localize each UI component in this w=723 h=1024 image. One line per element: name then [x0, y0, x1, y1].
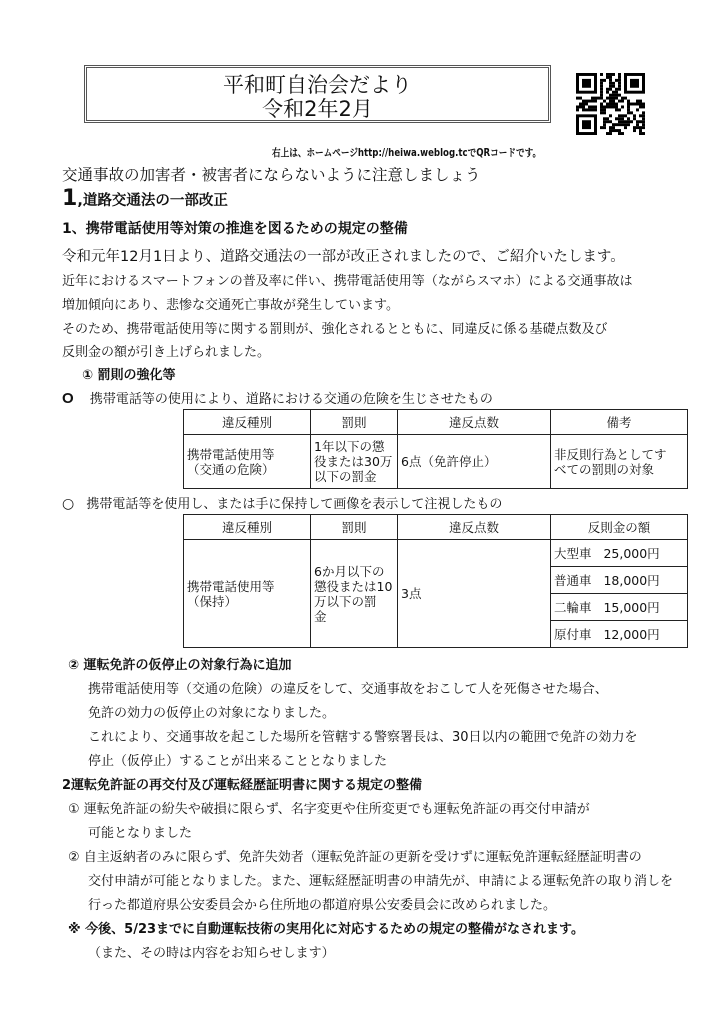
qr-module [630, 111, 633, 114]
fine-amount: 18,000円 [603, 572, 660, 588]
paragraph-line: そのため、携帯電話使用等に関する罰則が、強化されるとともに、同違反に係る基礎点数及び [62, 322, 608, 337]
newsletter-title-box [84, 65, 551, 123]
qr-module [606, 88, 609, 91]
qr-module [609, 73, 612, 76]
qr-module [600, 105, 603, 108]
item2-line: 携帯電話使用等（交通の危険）の違反をして、交通事故をおこして人を死傷させた場合、 [88, 682, 608, 697]
qr-module [612, 126, 615, 129]
paragraph-line: 増加傾向にあり、悲惨な交通死亡事故が発生しています。 [62, 298, 399, 313]
qr-module [615, 117, 618, 120]
qr-module [615, 129, 618, 132]
bullet2 [62, 493, 502, 512]
qr-module [642, 111, 645, 114]
qr-module [642, 126, 645, 129]
future-note-sub: （また、その時は内容をお知らせします） [88, 946, 335, 961]
qr-module [642, 132, 645, 135]
qr-module [612, 103, 615, 106]
fine-cell [551, 540, 688, 567]
qr-module [612, 85, 615, 88]
qr-module [606, 117, 609, 120]
qr-module [600, 73, 603, 76]
qr-module [600, 97, 603, 100]
qr-module [615, 103, 618, 106]
penalty-cell [311, 435, 398, 489]
qr-module [600, 126, 603, 129]
qr-module [615, 79, 618, 82]
qr-module [609, 132, 612, 135]
cell-line: 役または30万 [314, 454, 393, 469]
newsletter-date: 令和2年2月 [262, 97, 373, 121]
qr-module [594, 108, 597, 111]
paragraph-line: 近年におけるスマートフォンの普及率に伴い、携帯電話使用等（ながらスマホ）による交通事故は [62, 274, 633, 289]
section2-item2-line: 交付申請が可能となりました。また、運転経歴証明書の申請先が、申請による運転免許の取り消しを [88, 874, 674, 889]
section1-title: ,道路交通法の一部改正 [77, 193, 228, 209]
qr-module [600, 79, 603, 82]
qr-module [606, 76, 609, 79]
qr-module [612, 100, 615, 103]
qr-module [618, 123, 621, 126]
table-row [184, 435, 688, 489]
qr-module [579, 97, 582, 100]
qr-module [618, 132, 621, 135]
table-header: 違反点数 [398, 410, 551, 435]
qr-module [606, 97, 609, 100]
future-note: ※ 今後、5/23までに自動運転技術の実用化に対応するための規定の整備がなされます。 [68, 922, 585, 937]
qr-module [624, 114, 627, 117]
qr-module [615, 105, 618, 108]
vehicle-type: 普通車 [554, 572, 592, 588]
qr-module [636, 108, 639, 111]
qr-module [600, 108, 603, 111]
qr-module [621, 105, 624, 108]
qr-module [576, 108, 579, 111]
qr-module [579, 105, 582, 108]
item2-line: 免許の効力の仮停止の対象になりました。 [88, 706, 336, 721]
bullet1-text: 携帯電話等の使用により、道路における交通の危険を生じさせたもの [89, 392, 493, 407]
intro-text: 令和元年12月1日より、道路交通法の一部が改正されましたので、ご紹介いたします。 [62, 249, 625, 265]
qr-module [591, 100, 594, 103]
qr-module [591, 97, 594, 100]
qr-module [621, 100, 624, 103]
qr-module [603, 117, 606, 120]
cell-line: 携帯電話使用等 [187, 578, 275, 594]
subsection1-heading: 1、携帯電話使用等対策の推進を図るための規定の整備 [62, 221, 408, 237]
qr-module [639, 103, 642, 106]
qr-module [636, 126, 639, 129]
qr-module [582, 103, 585, 106]
qr-module [603, 123, 606, 126]
qr-module [612, 82, 615, 85]
section2-item1-line: 可能となりました [88, 826, 193, 841]
qr-module [594, 100, 597, 103]
fine-amount: 12,000円 [603, 626, 660, 642]
qr-module [627, 103, 630, 106]
section2-heading: 2運転免許証の再交付及び運転経歴証明書に関する規定の整備 [62, 778, 423, 793]
qr-module [642, 114, 645, 117]
qr-module [585, 103, 588, 106]
qr-module [642, 123, 645, 126]
qr-module [627, 117, 630, 120]
bullet1 [62, 388, 493, 407]
qr-module [588, 105, 591, 108]
qr-module [618, 108, 621, 111]
section1-heading [62, 186, 228, 211]
qr-module [582, 100, 585, 103]
qr-module [618, 120, 621, 123]
qr-module [636, 100, 639, 103]
table-header: 反則金の額 [551, 515, 688, 540]
qr-module [636, 123, 639, 126]
qr-module [624, 126, 627, 129]
qr-module [618, 114, 621, 117]
qr-module [621, 123, 624, 126]
qr-module [627, 100, 630, 103]
qr-module [603, 79, 606, 82]
qr-note: 右上は、ホームページhttp://heiwa.weblog.tcでQRコードです。 [272, 147, 542, 159]
penalty-table-holding [183, 514, 688, 648]
qr-module [609, 76, 612, 79]
qr-module [609, 94, 612, 97]
qr-module [615, 94, 618, 97]
qr-module [624, 97, 627, 100]
fine-amount: 25,000円 [603, 545, 660, 561]
violation-type-cell [184, 435, 311, 489]
qr-module [624, 123, 627, 126]
vehicle-type: 大型車 [554, 545, 592, 561]
qr-module [612, 105, 615, 108]
qr-module [612, 91, 615, 94]
qr-module [600, 111, 603, 114]
qr-module [633, 103, 636, 106]
qr-module [609, 103, 612, 106]
paragraph-line: 反則金の額が引き上げられました。 [62, 345, 271, 360]
qr-module [603, 100, 606, 103]
qr-module [627, 105, 630, 108]
bullet-circle-icon: O [62, 390, 74, 407]
fine-cell [551, 621, 688, 648]
qr-module [639, 114, 642, 117]
qr-module [630, 103, 633, 106]
cell-line: 万以下の罰 [314, 593, 377, 609]
qr-module [609, 120, 612, 123]
cell-line: （交通の危険） [187, 461, 275, 477]
qr-module [603, 111, 606, 114]
qr-module [606, 105, 609, 108]
violation-type-cell [184, 540, 311, 648]
cell-line: 懲役または10 [314, 578, 393, 594]
qr-module [615, 91, 618, 94]
qr-module [621, 114, 624, 117]
cell-line: 携帯電話使用等 [187, 446, 275, 462]
qr-module [603, 105, 606, 108]
qr-module [600, 94, 603, 97]
table-header: 備考 [551, 410, 688, 435]
cell-line: 6か月以下の [314, 563, 385, 579]
table-header: 罰則 [311, 410, 398, 435]
fine-cell [551, 594, 688, 621]
qr-module [642, 120, 645, 123]
qr-module [615, 97, 618, 100]
qr-module [609, 100, 612, 103]
qr-code-icon [576, 73, 645, 135]
item1-heading: ① 罰則の強化等 [82, 368, 176, 383]
penalty-cell [311, 540, 398, 648]
qr-module [630, 120, 633, 123]
qr-module [639, 105, 642, 108]
qr-module [615, 88, 618, 91]
table-header: 罰則 [311, 515, 398, 540]
qr-module [621, 117, 624, 120]
qr-module [576, 105, 579, 108]
qr-module [603, 126, 606, 129]
qr-module [642, 103, 645, 106]
cell-line: べての罰則の対象 [554, 461, 655, 477]
section2-item2-line: ② 自主返納者のみに限らず、免許失効者（運転免許証の更新を受けずに運転免許運転経歴証明書の [68, 850, 642, 865]
table-header: 違反種別 [184, 410, 311, 435]
qr-module [639, 129, 642, 132]
qr-module [624, 120, 627, 123]
qr-module [585, 108, 588, 111]
fine-cell [551, 567, 688, 594]
qr-module [618, 73, 621, 76]
cell-line: 金 [314, 608, 327, 624]
remarks-cell [551, 435, 688, 489]
qr-module [594, 97, 597, 100]
qr-module [585, 100, 588, 103]
qr-module [627, 111, 630, 114]
qr-module [621, 97, 624, 100]
qr-module [609, 129, 612, 132]
qr-module [609, 88, 612, 91]
qr-module [639, 126, 642, 129]
qr-module [600, 88, 603, 91]
qr-module [588, 108, 591, 111]
qr-module [636, 103, 639, 106]
qr-module [618, 88, 621, 91]
qr-module [612, 97, 615, 100]
points-cell: 6点（免許停止） [398, 435, 551, 489]
qr-module [591, 108, 594, 111]
qr-module [603, 108, 606, 111]
qr-module [582, 108, 585, 111]
section2-item1-line: ① 運転免許証の紛失や破損に限らず、名字変更や住所変更でも運転免許証の再交付申請が [68, 802, 590, 817]
penalty-table-danger [183, 409, 688, 489]
cell-line: 非反則行為としてす [554, 446, 667, 462]
qr-module [618, 129, 621, 132]
table-row [184, 540, 688, 567]
qr-module [582, 105, 585, 108]
qr-module [612, 94, 615, 97]
qr-module [621, 132, 624, 135]
fine-amount: 15,000円 [603, 599, 660, 615]
qr-module [633, 117, 636, 120]
qr-module [627, 108, 630, 111]
qr-module [600, 91, 603, 94]
qr-module [639, 132, 642, 135]
qr-module [609, 79, 612, 82]
qr-module [600, 82, 603, 85]
cell-line: （保持） [187, 593, 238, 609]
qr-module [615, 123, 618, 126]
qr-module [606, 91, 609, 94]
qr-module [618, 79, 621, 82]
qr-module [600, 85, 603, 88]
qr-module [600, 103, 603, 106]
qr-module [642, 105, 645, 108]
qr-module [612, 123, 615, 126]
section1-number: 1 [62, 186, 78, 211]
bullet2-text: 携帯電話等を使用し、または手に保持して画像を表示して注視したもの [86, 497, 503, 512]
qr-module [618, 117, 621, 120]
qr-module [618, 76, 621, 79]
qr-module [627, 123, 630, 126]
qr-module [606, 120, 609, 123]
points-cell: 3点 [398, 540, 551, 648]
qr-module [612, 129, 615, 132]
qr-module [609, 105, 612, 108]
qr-module [606, 73, 609, 76]
item2-line: 停止（仮停止）することが出来ることとなりました [88, 754, 388, 769]
qr-module [627, 120, 630, 123]
table-header: 違反点数 [398, 515, 551, 540]
qr-module [618, 82, 621, 85]
qr-module [591, 105, 594, 108]
qr-module [633, 126, 636, 129]
qr-module [639, 120, 642, 123]
qr-module [609, 82, 612, 85]
qr-module [612, 73, 615, 76]
qr-module [609, 126, 612, 129]
qr-module [609, 114, 612, 117]
qr-module [615, 108, 618, 111]
newsletter-title: 平和町自治会だより [223, 73, 412, 97]
qr-module [642, 117, 645, 120]
qr-module [633, 114, 636, 117]
lead-heading: 交通事故の加害者・被害者にならないように注意しましょう [62, 166, 481, 184]
section2-item2-line: 行った都道府県公安委員会から住所地の都道府県公安委員会に改められました。 [88, 898, 557, 913]
qr-module [579, 103, 582, 106]
qr-module [633, 129, 636, 132]
qr-module [603, 120, 606, 123]
qr-module [597, 97, 600, 100]
qr-module [618, 85, 621, 88]
qr-module [594, 105, 597, 108]
qr-module [609, 85, 612, 88]
qr-module [609, 97, 612, 100]
qr-module [606, 103, 609, 106]
item2-line: これにより、交通事故を起こした場所を管轄する警察署長は、30日以内の範囲で免許の効力を [88, 730, 638, 745]
qr-module [618, 100, 621, 103]
item2-heading: ② 運転免許の仮停止の対象行為に追加 [68, 658, 292, 673]
qr-module [636, 120, 639, 123]
vehicle-type: 原付車 [554, 626, 592, 642]
qr-module [606, 132, 609, 135]
table-header: 違反種別 [184, 515, 311, 540]
cell-line: 以下の罰金 [314, 469, 377, 484]
qr-module [576, 97, 579, 100]
qr-module [639, 100, 642, 103]
qr-module [618, 94, 621, 97]
qr-module [588, 100, 591, 103]
cell-line: 1年以下の懲 [314, 439, 385, 454]
qr-module [621, 120, 624, 123]
vehicle-type: 二輪車 [554, 599, 592, 615]
bullet-circle-icon: ○ [62, 496, 75, 512]
